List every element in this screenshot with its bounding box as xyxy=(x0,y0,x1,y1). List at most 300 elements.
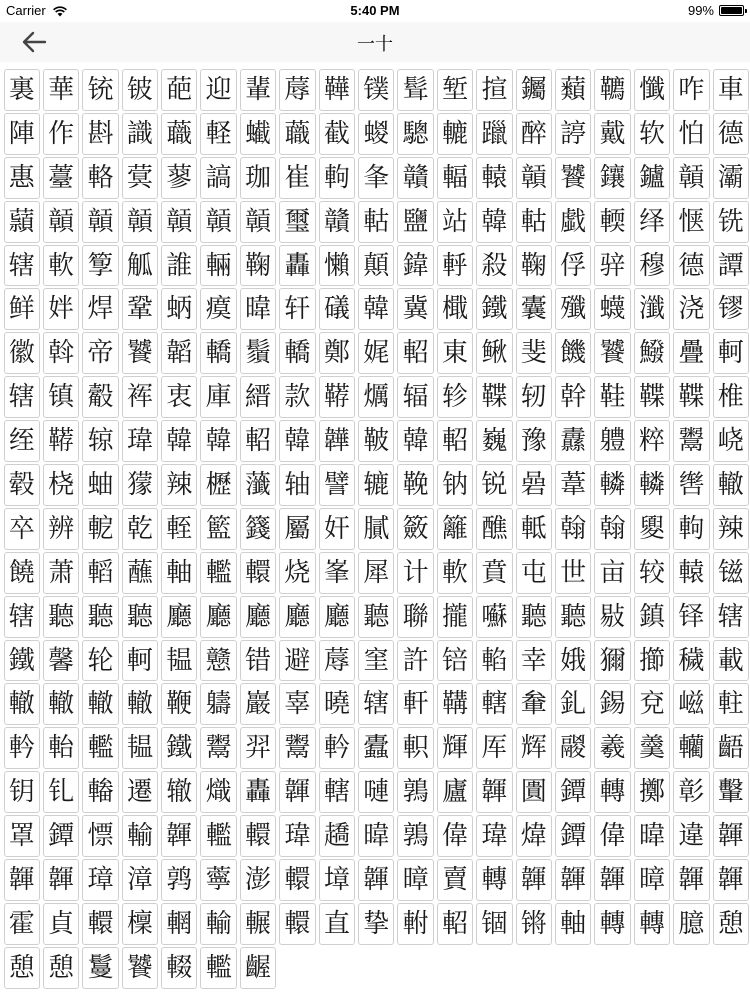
character-cell[interactable]: 轎 xyxy=(279,332,315,374)
character-cell[interactable]: 鐵 xyxy=(476,288,512,330)
character-cell[interactable]: 輩 xyxy=(240,69,276,111)
character-cell[interactable]: 世 xyxy=(555,552,591,594)
character-cell[interactable]: 韗 xyxy=(713,859,749,901)
character-cell[interactable]: 烧 xyxy=(279,552,315,594)
character-cell[interactable]: 廳 xyxy=(161,596,197,638)
character-cell[interactable]: 驄 xyxy=(397,113,433,155)
character-cell[interactable]: 惬 xyxy=(673,201,709,243)
character-cell[interactable]: 蓐 xyxy=(319,640,355,682)
character-cell[interactable]: 贛 xyxy=(397,157,433,199)
character-cell[interactable]: 韗 xyxy=(594,859,630,901)
character-cell[interactable]: 轮 xyxy=(82,640,118,682)
character-cell[interactable]: 碞 xyxy=(516,464,552,506)
character-cell[interactable]: 轘 xyxy=(240,552,276,594)
character-cell[interactable]: 计 xyxy=(397,552,433,594)
character-cell[interactable]: 迎 xyxy=(200,69,236,111)
character-cell[interactable]: 櫪 xyxy=(200,464,236,506)
character-cell[interactable]: 轅 xyxy=(476,157,512,199)
character-cell[interactable]: 鐔 xyxy=(43,815,79,857)
character-cell[interactable]: 輸 xyxy=(122,815,158,857)
character-cell[interactable]: 薹 xyxy=(43,157,79,199)
character-cell[interactable]: 鐵 xyxy=(4,640,40,682)
character-cell[interactable]: 蝬 xyxy=(358,113,394,155)
character-cell[interactable]: 軒 xyxy=(397,683,433,725)
character-cell[interactable]: 萧 xyxy=(43,552,79,594)
character-cell[interactable]: 蚰 xyxy=(82,464,118,506)
character-cell[interactable]: 徽 xyxy=(4,332,40,374)
character-cell[interactable]: 暲 xyxy=(634,859,670,901)
character-cell[interactable]: 軆 xyxy=(594,420,630,462)
character-cell[interactable]: 辣 xyxy=(713,508,749,550)
character-cell[interactable]: 饕 xyxy=(122,332,158,374)
character-cell[interactable]: 峣 xyxy=(713,420,749,462)
character-cell[interactable]: 鄭 xyxy=(319,332,355,374)
character-cell[interactable]: 軸 xyxy=(161,552,197,594)
character-cell[interactable]: 软 xyxy=(634,113,670,155)
character-cell[interactable]: 怕 xyxy=(673,113,709,155)
character-cell[interactable]: 暐 xyxy=(240,288,276,330)
character-cell[interactable]: 軟 xyxy=(437,552,473,594)
character-cell[interactable]: 贑 xyxy=(161,201,197,243)
character-cell[interactable]: 轔 xyxy=(594,464,630,506)
character-cell[interactable]: 葩 xyxy=(161,69,197,111)
character-cell[interactable]: 夆 xyxy=(358,157,394,199)
character-cell[interactable]: 巖 xyxy=(240,683,276,725)
character-cell[interactable]: 憩 xyxy=(713,903,749,945)
character-cell[interactable]: 轟 xyxy=(279,245,315,287)
character-cell[interactable]: 鞾 xyxy=(319,69,355,111)
character-cell[interactable]: 韗 xyxy=(279,771,315,813)
character-cell[interactable]: 犀 xyxy=(358,552,394,594)
character-cell[interactable]: 轘 xyxy=(82,903,118,945)
character-cell[interactable]: 輛 xyxy=(200,245,236,287)
character-cell[interactable]: 釓 xyxy=(555,683,591,725)
character-cell[interactable]: 轴 xyxy=(279,464,315,506)
character-cell[interactable]: 辐 xyxy=(397,376,433,418)
character-cell[interactable]: 聽 xyxy=(516,596,552,638)
character-cell[interactable]: 廳 xyxy=(240,596,276,638)
character-cell[interactable]: 韡 xyxy=(319,420,355,462)
character-cell[interactable]: 軡 xyxy=(4,727,40,769)
character-cell[interactable]: 澎 xyxy=(240,859,276,901)
character-cell[interactable]: 貞 xyxy=(43,903,79,945)
character-cell[interactable]: 韫 xyxy=(161,640,197,682)
character-cell[interactable]: 醉 xyxy=(516,113,552,155)
character-cell[interactable]: 贑 xyxy=(240,201,276,243)
character-cell[interactable]: 韓 xyxy=(476,201,512,243)
character-cell[interactable]: 躐 xyxy=(476,113,512,155)
character-cell[interactable]: 奸 xyxy=(319,508,355,550)
character-cell[interactable]: 爄 xyxy=(358,376,394,418)
character-cell[interactable]: 饑 xyxy=(555,332,591,374)
character-cell[interactable]: 戆 xyxy=(200,640,236,682)
character-cell[interactable]: 陣 xyxy=(4,113,40,155)
character-cell[interactable]: 鬻 xyxy=(279,727,315,769)
character-cell[interactable]: 檁 xyxy=(122,903,158,945)
character-cell[interactable]: 憩 xyxy=(4,947,40,989)
character-cell[interactable]: 钠 xyxy=(437,464,473,506)
character-cell[interactable]: 贑 xyxy=(200,201,236,243)
character-cell[interactable]: 铎 xyxy=(673,596,709,638)
character-cell[interactable]: 挚 xyxy=(358,903,394,945)
character-cell[interactable]: 浇 xyxy=(673,288,709,330)
character-cell[interactable]: 戴 xyxy=(594,113,630,155)
character-cell[interactable]: 鎮 xyxy=(634,596,670,638)
character-cell[interactable]: 聽 xyxy=(358,596,394,638)
character-cell[interactable]: 軩 xyxy=(43,727,79,769)
character-cell[interactable]: 钃 xyxy=(516,69,552,111)
character-cell[interactable]: 趫 xyxy=(319,815,355,857)
character-cell[interactable]: 獴 xyxy=(122,464,158,506)
character-cell[interactable]: 戱 xyxy=(555,201,591,243)
character-cell[interactable]: 翰 xyxy=(555,508,591,550)
character-cell[interactable]: 譬 xyxy=(319,464,355,506)
character-cell[interactable]: 贑 xyxy=(122,201,158,243)
character-cell[interactable]: 瑋 xyxy=(279,815,315,857)
character-cell[interactable]: 輭 xyxy=(594,201,630,243)
character-cell[interactable]: 轆 xyxy=(437,113,473,155)
character-cell[interactable]: 幹 xyxy=(555,376,591,418)
character-cell[interactable]: 熾 xyxy=(200,771,236,813)
character-cell[interactable]: 锫 xyxy=(437,640,473,682)
character-cell[interactable]: 鞋 xyxy=(594,376,630,418)
character-cell[interactable]: 羹 xyxy=(634,727,670,769)
character-cell[interactable]: 輊 xyxy=(161,508,197,550)
character-cell[interactable]: 轞 xyxy=(200,815,236,857)
character-cell[interactable]: 贑 xyxy=(516,157,552,199)
character-cell[interactable]: 锢 xyxy=(476,903,512,945)
character-cell[interactable]: 轫 xyxy=(516,376,552,418)
character-cell[interactable]: 蘵 xyxy=(161,113,197,155)
character-cell[interactable]: 攏 xyxy=(437,596,473,638)
character-cell[interactable]: 轍 xyxy=(122,683,158,725)
character-cell[interactable]: 绎 xyxy=(634,201,670,243)
character-cell[interactable]: 帝 xyxy=(82,332,118,374)
character-cell[interactable]: 諪 xyxy=(555,113,591,155)
character-cell[interactable]: 車 xyxy=(713,69,749,111)
character-cell[interactable]: 德 xyxy=(713,113,749,155)
character-cell[interactable]: 饒 xyxy=(4,552,40,594)
character-cell[interactable]: 蓼 xyxy=(161,157,197,199)
character-cell[interactable]: 较 xyxy=(634,552,670,594)
character-cell[interactable]: 蘵 xyxy=(279,113,315,155)
character-cell[interactable]: 蓐 xyxy=(279,69,315,111)
character-cell[interactable]: 韜 xyxy=(161,332,197,374)
character-cell[interactable]: 镃 xyxy=(713,552,749,594)
character-cell[interactable]: 韓 xyxy=(161,420,197,462)
character-cell[interactable]: 站 xyxy=(437,201,473,243)
character-cell[interactable]: 鹑 xyxy=(161,859,197,901)
character-cell[interactable]: 韗 xyxy=(161,815,197,857)
character-cell[interactable]: 裈 xyxy=(122,376,158,418)
character-cell[interactable]: 輅 xyxy=(82,157,118,199)
character-cell[interactable]: 鞯 xyxy=(43,420,79,462)
character-cell[interactable]: 蘱 xyxy=(555,69,591,111)
character-cell[interactable]: 煒 xyxy=(516,815,552,857)
character-cell[interactable]: 軧 xyxy=(516,508,552,550)
character-cell[interactable]: 鞔 xyxy=(397,464,433,506)
character-cell[interactable]: 鐔 xyxy=(555,815,591,857)
character-cell[interactable]: 偉 xyxy=(437,815,473,857)
character-cell[interactable]: 娓 xyxy=(358,332,394,374)
character-cell[interactable]: 輡 xyxy=(476,640,512,682)
character-cell[interactable]: 铣 xyxy=(713,201,749,243)
character-cell[interactable]: 辔 xyxy=(673,464,709,506)
character-cell[interactable]: 臆 xyxy=(673,903,709,945)
character-cell[interactable]: 轘 xyxy=(240,815,276,857)
character-cell[interactable]: 斟 xyxy=(82,113,118,155)
character-cell[interactable]: 翰 xyxy=(594,508,630,550)
character-cell[interactable]: 彰 xyxy=(673,771,709,813)
character-cell[interactable]: 咋 xyxy=(673,69,709,111)
character-cell[interactable]: 囌 xyxy=(476,596,512,638)
character-cell[interactable]: 軴 xyxy=(713,683,749,725)
character-cell[interactable]: 顛 xyxy=(358,245,394,287)
character-cell[interactable]: 識 xyxy=(122,113,158,155)
character-cell[interactable]: 衷 xyxy=(161,376,197,418)
character-cell[interactable]: 韓 xyxy=(358,288,394,330)
character-cell[interactable]: 锐 xyxy=(476,464,512,506)
character-cell[interactable]: 璋 xyxy=(82,859,118,901)
character-cell[interactable]: 作 xyxy=(43,113,79,155)
character-cell[interactable]: 轁 xyxy=(82,552,118,594)
character-cell[interactable]: 轸 xyxy=(437,376,473,418)
character-cell[interactable]: 遷 xyxy=(122,771,158,813)
character-cell[interactable]: 辖 xyxy=(358,683,394,725)
character-cell[interactable]: 轞 xyxy=(200,552,236,594)
character-cell[interactable]: 蠘 xyxy=(240,113,276,155)
character-cell[interactable]: 辣 xyxy=(161,464,197,506)
character-cell[interactable]: 俘 xyxy=(555,245,591,287)
character-cell[interactable]: 巍 xyxy=(476,420,512,462)
character-cell[interactable]: 豫 xyxy=(516,420,552,462)
character-cell[interactable]: 轎 xyxy=(200,332,236,374)
character-cell[interactable]: 轘 xyxy=(279,903,315,945)
character-cell[interactable]: 膩 xyxy=(358,508,394,550)
character-cell[interactable]: 纛 xyxy=(555,420,591,462)
character-cell[interactable]: 醮 xyxy=(476,508,512,550)
character-cell[interactable]: 軹 xyxy=(397,727,433,769)
character-cell[interactable]: 崔 xyxy=(279,157,315,199)
character-cell[interactable]: 毂 xyxy=(4,464,40,506)
character-cell[interactable]: 辖 xyxy=(713,596,749,638)
character-cell[interactable]: 鬷 xyxy=(555,727,591,769)
character-cell[interactable]: 軻 xyxy=(713,332,749,374)
character-cell[interactable]: 許 xyxy=(397,640,433,682)
character-cell[interactable]: 嵫 xyxy=(673,683,709,725)
character-cell[interactable]: 羿 xyxy=(240,727,276,769)
character-cell[interactable]: 辌 xyxy=(82,420,118,462)
character-cell[interactable]: 轄 xyxy=(476,683,512,725)
character-cell[interactable]: 鞢 xyxy=(634,376,670,418)
character-cell[interactable]: 鑲 xyxy=(594,157,630,199)
character-cell[interactable]: 漳 xyxy=(122,859,158,901)
character-cell[interactable]: 鞁 xyxy=(358,420,394,462)
character-cell[interactable]: 蠹 xyxy=(358,727,394,769)
character-cell[interactable]: 辖 xyxy=(4,376,40,418)
character-cell[interactable]: 軤 xyxy=(437,245,473,287)
character-cell[interactable]: 鞯 xyxy=(319,376,355,418)
character-cell[interactable]: 轘 xyxy=(279,859,315,901)
character-cell[interactable]: 韓 xyxy=(200,420,236,462)
character-cell[interactable]: 钆 xyxy=(43,771,79,813)
character-cell[interactable]: 韗 xyxy=(713,815,749,857)
character-cell[interactable]: 鱍 xyxy=(634,332,670,374)
character-cell[interactable]: 娥 xyxy=(555,640,591,682)
character-cell[interactable]: 轍 xyxy=(43,683,79,725)
character-cell[interactable]: 瑋 xyxy=(476,815,512,857)
character-cell[interactable]: 贑 xyxy=(673,157,709,199)
character-cell[interactable]: 鍏 xyxy=(397,245,433,287)
character-cell[interactable]: 轉 xyxy=(594,903,630,945)
character-cell[interactable]: 暐 xyxy=(358,815,394,857)
character-cell[interactable]: 厍 xyxy=(476,727,512,769)
character-cell[interactable]: 韗 xyxy=(673,859,709,901)
character-cell[interactable]: 错 xyxy=(240,640,276,682)
character-cell[interactable]: 骍 xyxy=(594,245,630,287)
character-cell[interactable]: 直 xyxy=(319,903,355,945)
character-cell[interactable]: 韗 xyxy=(358,859,394,901)
character-cell[interactable]: 饕 xyxy=(122,947,158,989)
character-cell[interactable]: 避 xyxy=(279,640,315,682)
character-cell[interactable]: 鞏 xyxy=(122,288,158,330)
character-cell[interactable]: 霍 xyxy=(4,903,40,945)
character-cell[interactable]: 辖 xyxy=(4,596,40,638)
character-cell[interactable]: 韗 xyxy=(4,859,40,901)
character-cell[interactable]: 縉 xyxy=(240,376,276,418)
character-cell[interactable]: 謞 xyxy=(200,157,236,199)
character-cell[interactable]: 璽 xyxy=(279,201,315,243)
character-cell[interactable]: 羲 xyxy=(594,727,630,769)
character-cell[interactable]: 疊 xyxy=(673,332,709,374)
character-cell[interactable]: 東 xyxy=(437,332,473,374)
character-cell[interactable]: 聽 xyxy=(82,596,118,638)
character-cell[interactable]: 韗 xyxy=(555,859,591,901)
character-cell[interactable]: 籃 xyxy=(200,508,236,550)
character-cell[interactable]: 軥 xyxy=(319,157,355,199)
character-cell[interactable]: 椎 xyxy=(713,376,749,418)
character-cell[interactable]: 屬 xyxy=(279,508,315,550)
character-cell[interactable]: 辙 xyxy=(161,771,197,813)
character-cell[interactable]: 礒 xyxy=(319,288,355,330)
character-cell[interactable]: 庫 xyxy=(200,376,236,418)
character-cell[interactable]: 齷 xyxy=(240,947,276,989)
character-cell[interactable]: 幸 xyxy=(516,640,552,682)
character-cell[interactable]: 夓 xyxy=(634,508,670,550)
character-cell[interactable]: 懶 xyxy=(319,245,355,287)
character-cell[interactable]: 韫 xyxy=(122,727,158,769)
character-cell[interactable]: 鬻 xyxy=(200,727,236,769)
character-cell[interactable]: 鐔 xyxy=(555,771,591,813)
character-cell[interactable]: 斐 xyxy=(516,332,552,374)
character-cell[interactable]: 廳 xyxy=(200,596,236,638)
character-cell[interactable]: 敡 xyxy=(594,596,630,638)
character-cell[interactable]: 韗 xyxy=(43,859,79,901)
character-cell[interactable]: 裏 xyxy=(4,69,40,111)
character-cell[interactable]: 鞠 xyxy=(516,245,552,287)
character-cell[interactable]: 載 xyxy=(713,640,749,682)
character-cell[interactable]: 冀 xyxy=(397,288,433,330)
character-cell[interactable]: 辜 xyxy=(279,683,315,725)
character-cell[interactable]: 誰 xyxy=(161,245,197,287)
character-cell[interactable]: 軡 xyxy=(319,727,355,769)
character-cell[interactable]: 輟 xyxy=(161,947,197,989)
character-cell[interactable]: 饕 xyxy=(594,332,630,374)
character-cell[interactable]: 輽 xyxy=(82,771,118,813)
character-cell[interactable]: 錫 xyxy=(594,683,630,725)
character-cell[interactable]: 轉 xyxy=(634,903,670,945)
character-cell[interactable]: 軶 xyxy=(82,508,118,550)
character-cell[interactable]: 軲 xyxy=(358,201,394,243)
character-cell[interactable]: 德 xyxy=(673,245,709,287)
character-cell[interactable]: 軺 xyxy=(437,903,473,945)
character-cell[interactable]: 憩 xyxy=(43,947,79,989)
character-cell[interactable]: 曉 xyxy=(319,683,355,725)
character-cell[interactable]: 辖 xyxy=(4,245,40,287)
character-cell[interactable]: 鶉 xyxy=(397,815,433,857)
character-cell[interactable]: 钥 xyxy=(4,771,40,813)
character-cell[interactable]: 瀸 xyxy=(634,288,670,330)
character-cell[interactable]: 軵 xyxy=(397,903,433,945)
character-cell[interactable]: 轞 xyxy=(82,727,118,769)
character-cell[interactable]: 惠 xyxy=(4,157,40,199)
character-cell[interactable]: 贑 xyxy=(82,201,118,243)
character-cell[interactable]: 籢 xyxy=(397,508,433,550)
character-cell[interactable]: 軺 xyxy=(397,332,433,374)
character-cell[interactable]: 聽 xyxy=(555,596,591,638)
character-cell[interactable]: 鲜 xyxy=(4,288,40,330)
character-cell[interactable]: 鐵 xyxy=(161,727,197,769)
character-cell[interactable]: 姅 xyxy=(43,288,79,330)
character-cell[interactable]: 截 xyxy=(319,113,355,155)
character-cell[interactable]: 軲 xyxy=(516,201,552,243)
character-cell[interactable]: 譚 xyxy=(713,245,749,287)
character-cell[interactable]: 斡 xyxy=(43,332,79,374)
character-cell[interactable]: 籬 xyxy=(437,508,473,550)
character-cell[interactable]: 輝 xyxy=(437,727,473,769)
character-cell[interactable]: 聯 xyxy=(397,596,433,638)
character-cell[interactable]: 齬 xyxy=(713,727,749,769)
character-cell[interactable]: 鑪 xyxy=(634,157,670,199)
character-cell[interactable]: 嗹 xyxy=(358,771,394,813)
character-cell[interactable]: 卒 xyxy=(4,508,40,550)
character-cell[interactable]: 軽 xyxy=(200,113,236,155)
character-cell[interactable]: 薴 xyxy=(200,859,236,901)
character-cell[interactable]: 輸 xyxy=(200,903,236,945)
character-cell[interactable]: 檝 xyxy=(437,288,473,330)
character-cell[interactable]: 鞭 xyxy=(161,683,197,725)
character-cell[interactable]: 铳 xyxy=(82,69,118,111)
character-cell[interactable]: 聽 xyxy=(122,596,158,638)
character-cell[interactable]: 違 xyxy=(673,815,709,857)
character-cell[interactable]: 軺 xyxy=(437,420,473,462)
character-cell[interactable]: 绖 xyxy=(4,420,40,462)
character-cell[interactable]: 铍 xyxy=(122,69,158,111)
character-cell[interactable]: 辉 xyxy=(516,727,552,769)
character-cell[interactable]: 辘 xyxy=(358,464,394,506)
character-cell[interactable]: 軬 xyxy=(516,683,552,725)
character-cell[interactable]: 桡 xyxy=(43,464,79,506)
character-cell[interactable]: 軻 xyxy=(122,640,158,682)
character-cell[interactable]: 鞢 xyxy=(476,376,512,418)
character-cell[interactable]: 轍 xyxy=(713,464,749,506)
character-cell[interactable]: 賣 xyxy=(437,859,473,901)
character-cell[interactable]: 鞢 xyxy=(673,376,709,418)
character-cell[interactable]: 鬻 xyxy=(673,420,709,462)
character-cell[interactable]: 軇 xyxy=(200,683,236,725)
character-cell[interactable]: 辨 xyxy=(43,508,79,550)
character-cell[interactable]: 蓂 xyxy=(122,157,158,199)
